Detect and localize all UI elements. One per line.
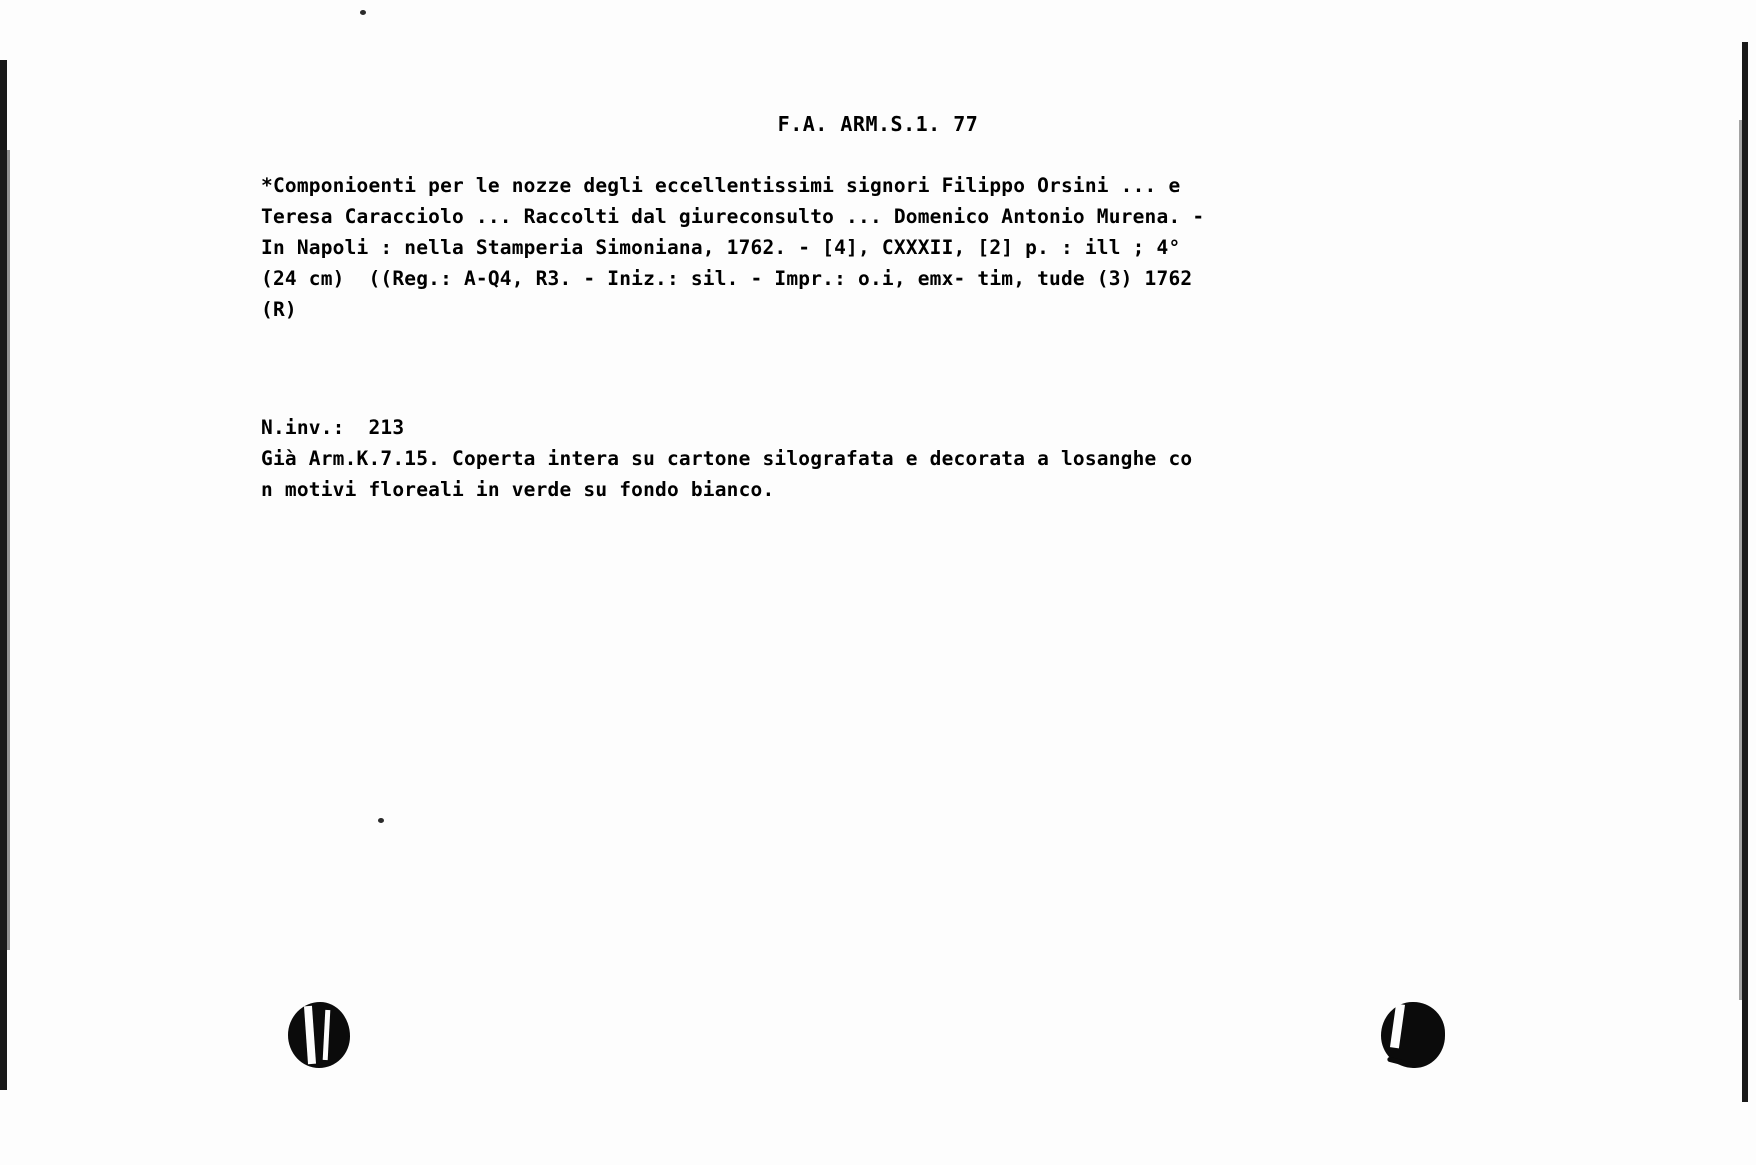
ink-blot-mark-right-icon	[1379, 1000, 1451, 1078]
shelfmark-heading: F.A. ARM.S.1. 77	[777, 112, 979, 136]
inventory-number-line: N.inv.: 213	[261, 416, 405, 439]
entry-line: *Componioenti per le nozze degli eccellentissimi signori Filippo Orsini ... e	[261, 174, 1181, 197]
ink-blot-mark-left-icon	[286, 1000, 356, 1074]
dust-speck-top	[360, 10, 366, 15]
scan-edge-left	[0, 60, 7, 1090]
note-line: Già Arm.K.7.15. Coperta intera su cartone silografata e decorata a losanghe co	[261, 447, 1193, 470]
dust-speck-middle	[378, 818, 384, 823]
entry-line: In Napoli : nella Stamperia Simoniana, 1762. - [4], CXXXII, [2] p. : ill ; 4°	[261, 236, 1181, 259]
entry-line: Teresa Caracciolo ... Raccolti dal giureconsulto ... Domenico Antonio Murena. -	[261, 205, 1205, 228]
entry-line: (24 cm) ((Reg.: A-Q4, R3. - Iniz.: sil. - Impr.: o.i, emx- tim, tude (3) 1762	[261, 267, 1193, 290]
note-line: n motivi floreali in verde su fondo bianco.	[261, 478, 775, 501]
scan-edge-left-secondary	[7, 150, 10, 950]
catalogue-entry	[261, 170, 1501, 325]
scan-edge-right	[1742, 42, 1748, 1102]
entry-line: (R)	[261, 298, 297, 321]
ink-blot-shape	[288, 1002, 350, 1068]
catalogue-notes	[261, 412, 1521, 505]
scan-edge-right-secondary	[1739, 120, 1742, 1000]
